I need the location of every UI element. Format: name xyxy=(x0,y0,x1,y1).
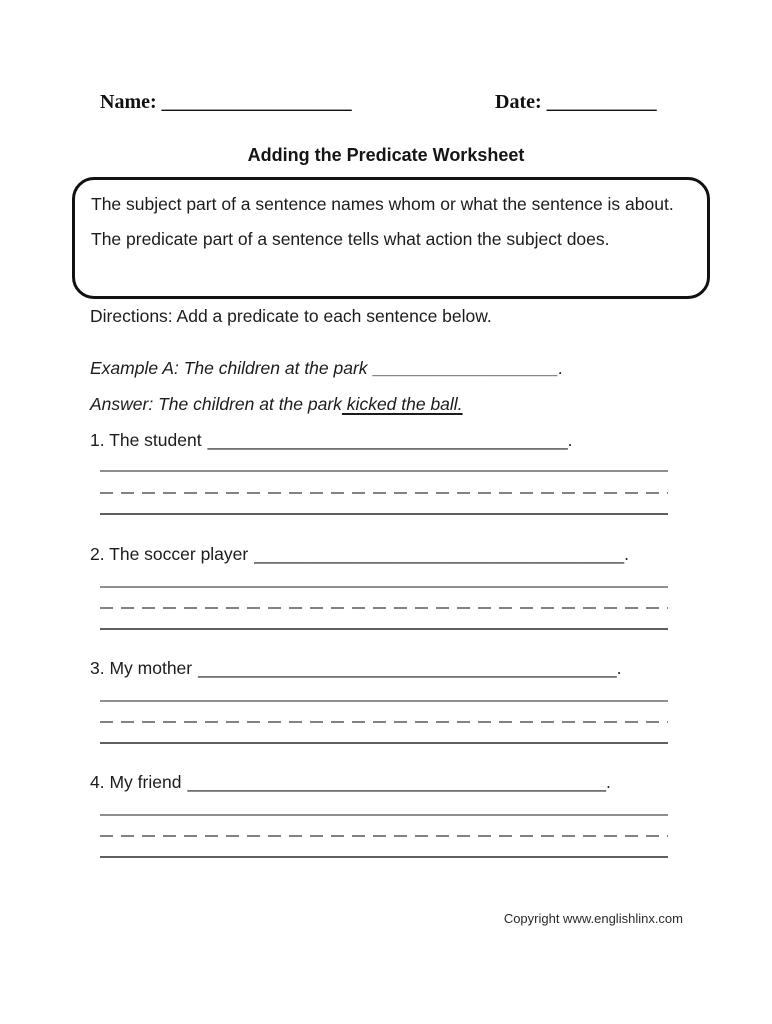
question-3-writing-line-top xyxy=(100,700,668,702)
date-field-row xyxy=(495,91,657,114)
question-4-text: 4. My friend xyxy=(90,772,182,792)
name-blank-line: ___________________ xyxy=(161,91,352,113)
question-3-blank: ___________________________________________. xyxy=(198,658,622,678)
name-label: Name: xyxy=(100,91,157,113)
example-prompt-blank: ___________________. xyxy=(373,358,564,378)
question-1-writing-line-top xyxy=(100,470,668,472)
date-blank-line: ___________ xyxy=(546,91,657,113)
question-3-text: 3. My mother xyxy=(90,658,193,678)
example-answer-line xyxy=(90,394,463,415)
question-2-writing-line-top xyxy=(100,586,668,588)
question-4-blank: ___________________________________________. xyxy=(187,772,611,792)
question-1-text: 1. The student xyxy=(90,430,202,450)
question-2-blank: ______________________________________. xyxy=(254,544,629,564)
example-answer-text: Answer: The children at the park xyxy=(90,394,342,414)
example-answer-underlined: kicked the ball. xyxy=(341,394,463,414)
definition-text: The subject part of a sentence names whom or what the sentence is about. The predicate part of a sentence tells what action the subject does. xyxy=(91,194,674,249)
question-3-writing-line-middle xyxy=(100,721,668,723)
name-field-row xyxy=(100,91,352,114)
question-4-writing-line-top xyxy=(100,814,668,816)
question-1-blank: _____________________________________. xyxy=(207,430,573,450)
question-4-writing-line-middle xyxy=(100,835,668,837)
question-3-writing-line-bottom xyxy=(100,742,668,744)
question-1-writing-line-bottom xyxy=(100,513,668,515)
question-2-line xyxy=(90,544,629,565)
definition-box xyxy=(72,177,710,299)
example-prompt-line xyxy=(90,358,563,379)
copyright-text: Copyright www.englishlinx.com xyxy=(503,911,683,926)
question-4-line xyxy=(90,772,611,793)
question-3-line xyxy=(90,658,622,679)
question-4-writing-line-bottom xyxy=(100,856,668,858)
question-2-text: 2. The soccer player xyxy=(90,544,249,564)
question-1-writing-line-middle xyxy=(100,492,668,494)
worksheet-title: Adding the Predicate Worksheet xyxy=(247,145,525,165)
example-prompt-text: Example A: The children at the park xyxy=(90,358,368,378)
directions-line: Directions: Add a predicate to each sentence below. xyxy=(90,306,492,326)
question-2-writing-line-middle xyxy=(100,607,668,609)
question-1-line xyxy=(90,430,573,451)
date-label: Date: xyxy=(495,91,542,113)
question-2-writing-line-bottom xyxy=(100,628,668,630)
